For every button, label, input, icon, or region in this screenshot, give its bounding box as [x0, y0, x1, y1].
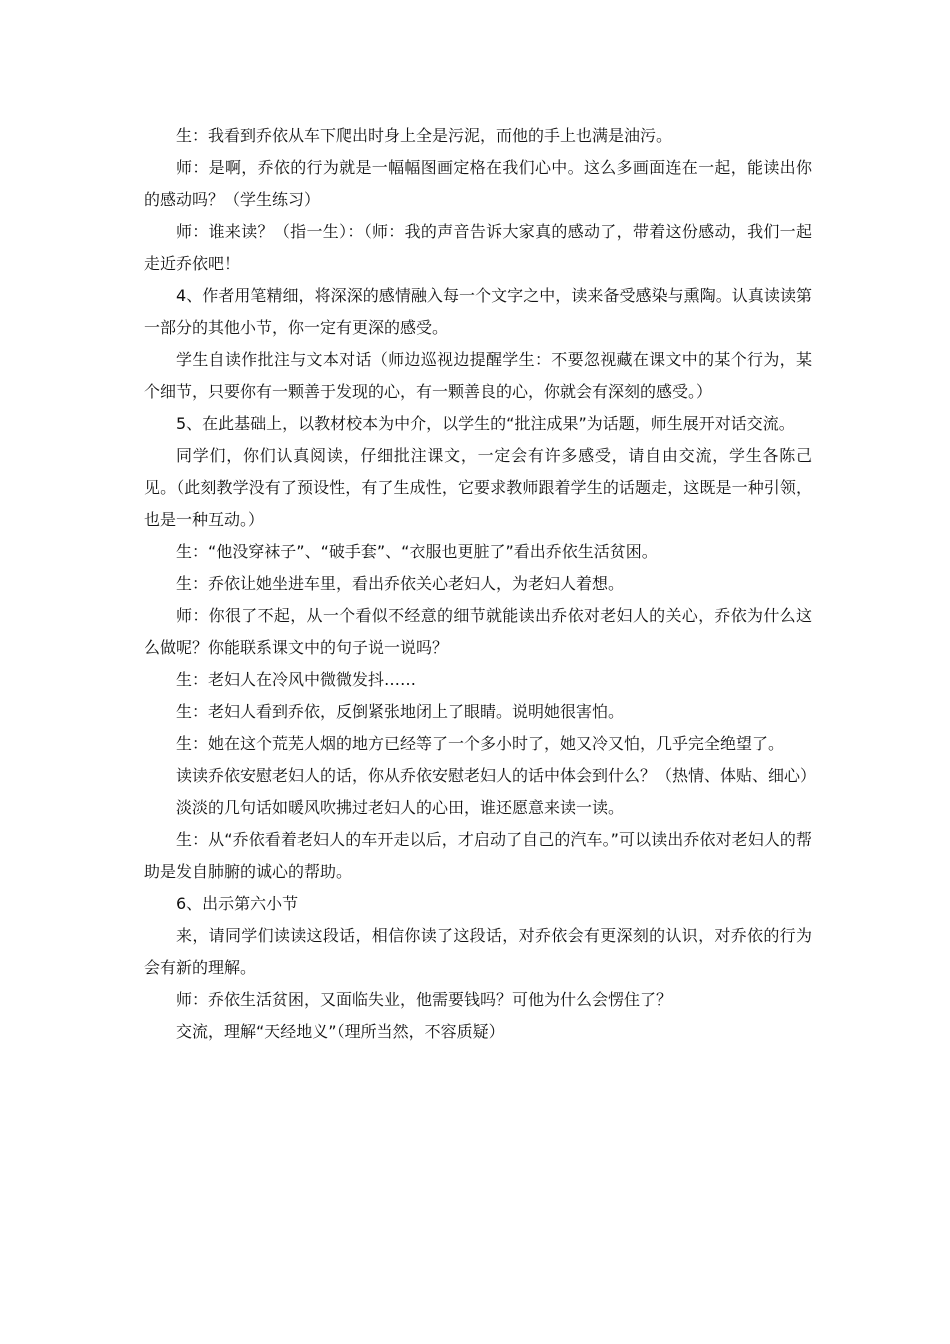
paragraph-9: 生：乔依让她坐进车里，看出乔依关心老妇人，为老妇人着想。 [176, 574, 625, 593]
paragraph-18: 来，请同学们读读这段话，相信你读了这段话，对乔依会有更深刻的认识，对乔依的行为会有新的理解。 [144, 926, 812, 977]
paragraph-20: 交流，理解“天经地义”（理所当然，不容质疑） [176, 1022, 505, 1041]
paragraph-13: 生：她在这个荒芜人烟的地方已经等了一个多小时了，她又冷又怕，几乎完全绝望了。 [176, 734, 785, 753]
paragraph-1: 生：我看到乔依从车下爬出时身上全是污泥，而他的手上也满是油污。 [176, 126, 673, 145]
paragraph-6: 5、在此基础上，以教材校本为中介，以学生的“批注成果”为话题，师生展开对话交流。 [176, 414, 795, 433]
paragraph-14: 读读乔依安慰老妇人的话，你从乔依安慰老妇人的话中体会到什么？（热情、体贴、细心） [176, 766, 817, 785]
paragraph-12: 生：老妇人看到乔依，反倒紧张地闭上了眼睛。说明她很害怕。 [176, 702, 625, 721]
paragraph-15: 淡淡的几句话如暖风吹拂过老妇人的心田，谁还愿意来读一读。 [176, 798, 625, 817]
paragraph-5: 学生自读作批注与文本对话（师边巡视边提醒学生：不要忽视藏在课文中的某个行为，某个细节，只要你有一颗善于发现的心，有一颗善良的心，你就会有深刻的感受。） [144, 350, 812, 401]
paragraph-8: 生：“他没穿袜子”、“破手套”、“衣服也更脏了”看出乔依生活贫困。 [176, 542, 658, 561]
paragraph-10: 师：你很了不起，从一个看似不经意的细节就能读出乔依对老妇人的关心，乔依为什么这么做呢？你能联系课文中的句子说一说吗？ [144, 606, 812, 657]
paragraph-19: 师：乔依生活贫困，又面临失业，他需要钱吗？可他为什么会愣住了？ [176, 990, 673, 1009]
paragraph-3: 师：谁来读？（指一生）：（师：我的声音告诉大家真的感动了，带着这份感动，我们一起走近乔依吧！ [144, 222, 812, 273]
paragraph-17: 6、出示第六小节 [176, 894, 299, 913]
paragraph-16: 生：从“乔依看着老妇人的车开走以后，才启动了自己的汽车。”可以读出乔依对老妇人的帮助是发自肺腑的诚心的帮助。 [144, 830, 812, 881]
document-body [144, 120, 817, 1048]
paragraph-7: 同学们，你们认真阅读，仔细批注课文，一定会有许多感受，请自由交流，学生各陈己见。（此刻教学没有了预设性，有了生成性，它要求教师跟着学生的话题走，这既是一种引领，也是一种互动。） [144, 446, 812, 529]
paragraph-11: 生：老妇人在冷风中微微发抖…… [176, 670, 417, 689]
paragraph-4: 4、作者用笔精细，将深深的感情融入每一个文字之中，读来备受感染与熏陶。认真读读第一部分的其他小节，你一定有更深的感受。 [144, 286, 812, 337]
paragraph-2: 师：是啊，乔依的行为就是一幅幅图画定格在我们心中。这么多画面连在一起，能读出你的感动吗？（学生练习） [144, 158, 812, 209]
